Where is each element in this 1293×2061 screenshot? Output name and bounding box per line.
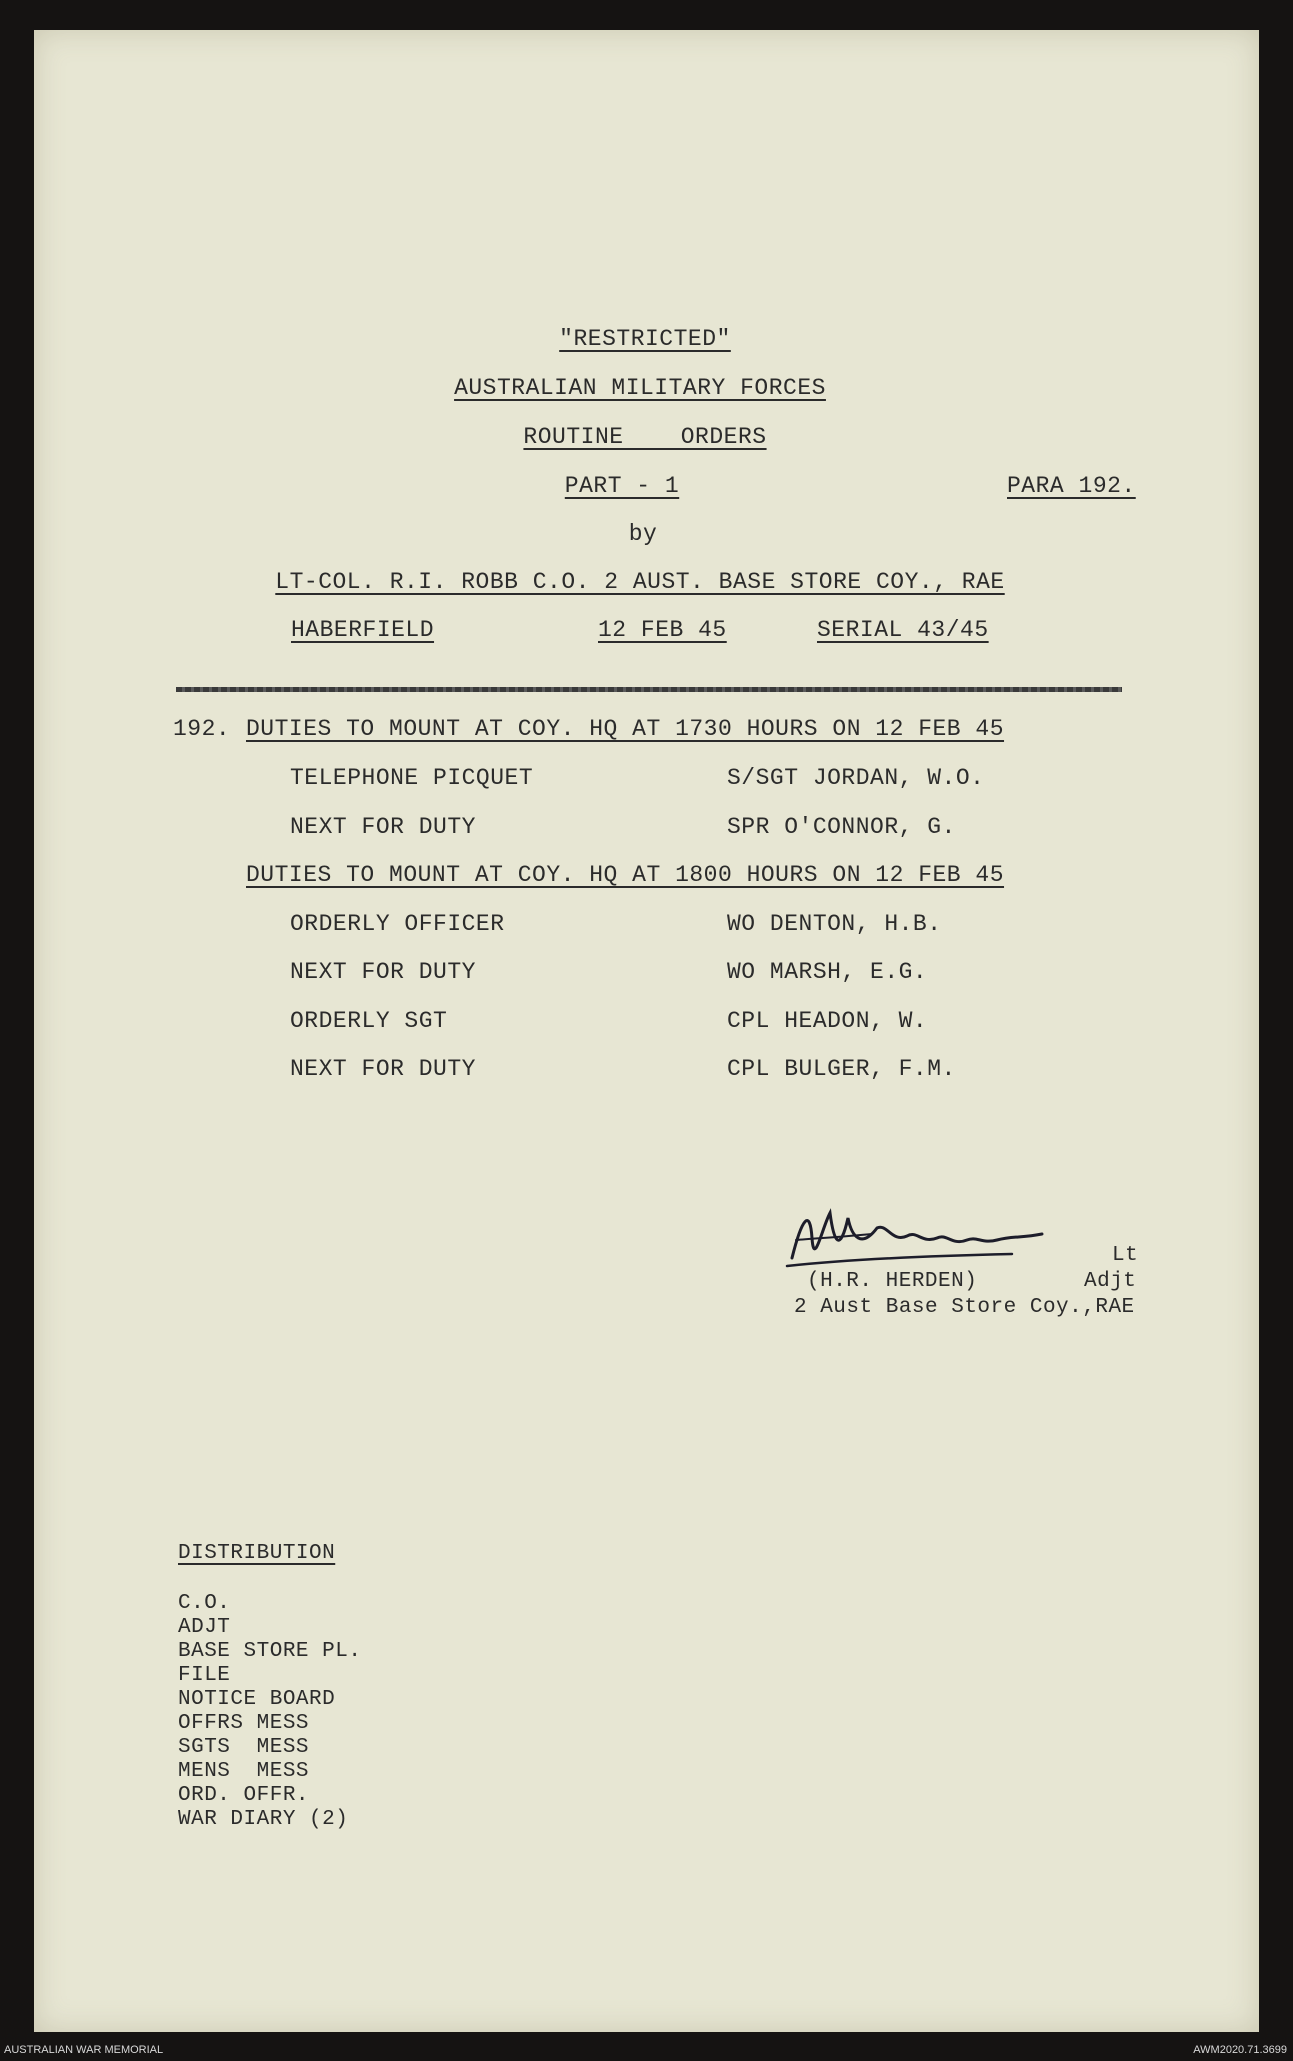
duty-label: ORDERLY SGT <box>290 1008 448 1034</box>
duty-label: NEXT FOR DUTY <box>290 814 476 840</box>
list-item: ORD. OFFR. <box>178 1784 310 1807</box>
person-label: CPL BULGER, F.M. <box>727 1056 956 1082</box>
person-label: S/SGT JORDAN, W.O. <box>727 765 985 791</box>
place-label: HABERFIELD <box>291 617 435 643</box>
person-label: WO DENTON, H.B. <box>727 911 942 937</box>
duty-label: ORDERLY OFFICER <box>290 911 505 937</box>
list-item: NOTICE BOARD <box>178 1688 336 1711</box>
part-label: PART - 1 <box>564 473 680 499</box>
signature-unit: 2 Aust Base Store Coy.,RAE <box>794 1296 1135 1319</box>
section2-title: DUTIES TO MOUNT AT COY. HQ AT 1800 HOURS ON 12 FEB 45 <box>246 862 1005 888</box>
duty-label: NEXT FOR DUTY <box>290 959 476 985</box>
duty-label: TELEPHONE PICQUET <box>290 765 534 791</box>
issuer-line: LT-COL. R.I. ROBB C.O. 2 AUST. BASE STORE COY., RAE <box>275 569 1005 595</box>
by-label: by <box>628 521 658 547</box>
person-label: CPL HEADON, W. <box>727 1008 928 1034</box>
document-title: ROUTINE ORDERS <box>523 424 767 450</box>
signature-name: (H.R. HERDEN) <box>807 1270 978 1293</box>
list-item: BASE STORE PL. <box>178 1640 362 1663</box>
footer-accession: AWM2020.71.3699 <box>1193 2044 1287 2056</box>
classification-heading: "RESTRICTED" <box>559 326 731 352</box>
list-item: C.O. <box>178 1592 231 1615</box>
list-item: FILE <box>178 1664 231 1687</box>
person-label: WO MARSH, E.G. <box>727 959 928 985</box>
section1-title: DUTIES TO MOUNT AT COY. HQ AT 1730 HOURS ON 12 FEB 45 <box>246 716 1005 742</box>
list-item: ADJT <box>178 1616 231 1639</box>
list-item: MENS MESS <box>178 1760 310 1783</box>
list-item: SGTS MESS <box>178 1736 310 1759</box>
date-label: 12 FEB 45 <box>598 617 727 643</box>
list-item: WAR DIARY (2) <box>178 1808 349 1831</box>
organization-heading: AUSTRALIAN MILITARY FORCES <box>454 375 826 401</box>
distribution-title: DISTRIBUTION <box>178 1542 336 1565</box>
person-label: SPR O'CONNOR, G. <box>727 814 956 840</box>
divider-rule <box>176 687 1122 692</box>
list-item: OFFRS MESS <box>178 1712 310 1735</box>
signature-role: Adjt <box>1084 1270 1137 1293</box>
footer-source: AUSTRALIAN WAR MEMORIAL <box>4 2044 164 2056</box>
signature-rank: Lt <box>1112 1244 1139 1267</box>
order-number: 192. <box>173 716 231 742</box>
serial-label: SERIAL 43/45 <box>817 617 989 643</box>
duty-label: NEXT FOR DUTY <box>290 1056 476 1082</box>
para-label: PARA 192. <box>1007 473 1136 499</box>
